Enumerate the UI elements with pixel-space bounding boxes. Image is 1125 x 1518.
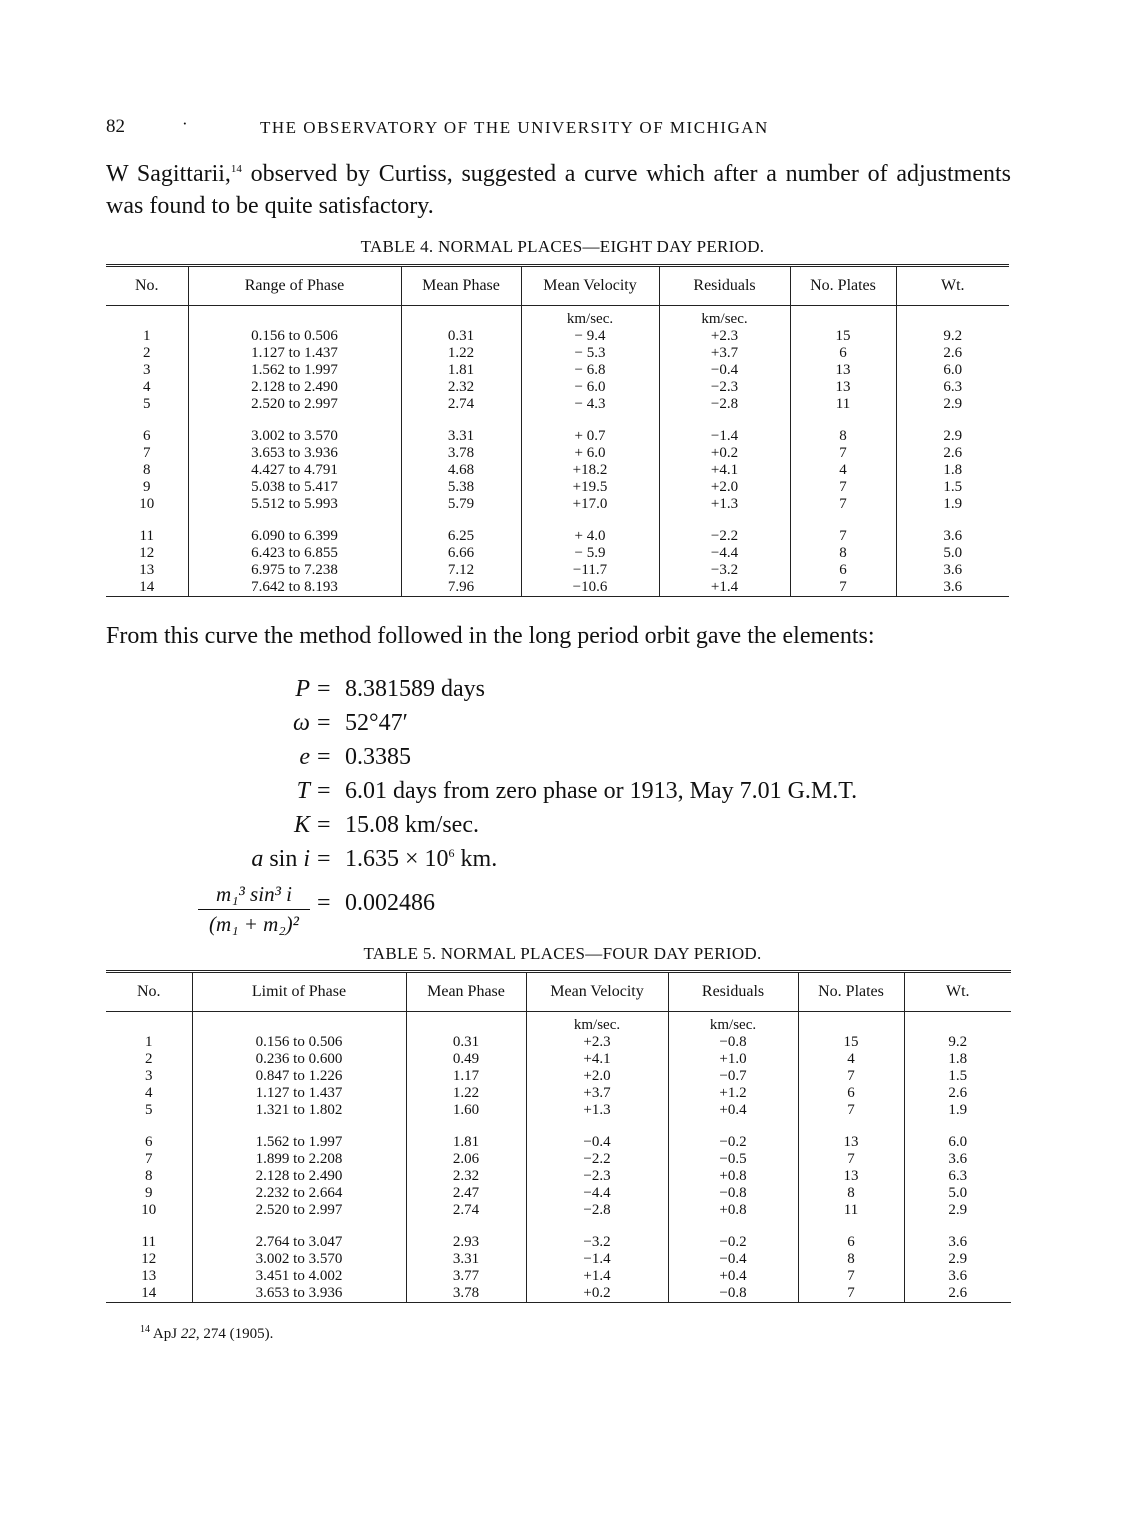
residuals: −0.8 +1.0 −0.7 +1.2 +0.4: [668, 1034, 798, 1119]
plates: 15 4 7 6 7: [798, 1034, 904, 1119]
table4-row-group: [106, 413, 1009, 513]
elements-intro-paragraph: From this curve the method followed in the long period orbit gave the elements:: [106, 623, 875, 649]
table4-row-group: [106, 513, 1009, 597]
row-numbers: 11 12 13 14: [139, 528, 155, 595]
intro-text-after: observed by Curtiss, suggested a curve which after a number of adjustments was found to be quite satisfactory.: [106, 161, 1011, 219]
phase-limit: 0.156 to 0.506 0.236 to 0.600 0.847 to 1.226 1.127 to 1.437 1.321 to 1.802: [192, 1034, 406, 1119]
mean-phase: 6.25 6.66 7.12 7.96: [401, 513, 521, 597]
element-periastron-time: [140, 778, 960, 812]
intro-text-before: W Sagittarii,: [106, 161, 231, 187]
table5: [106, 970, 1011, 1303]
element-value: 52°47′: [345, 710, 408, 736]
header-dot: ·: [182, 114, 190, 133]
equals-sign: =: [317, 676, 331, 702]
element-value: 0.3385: [345, 744, 411, 770]
row-numbers: 1 2 3 4 5: [145, 1034, 153, 1118]
mean-phase: 1.81 2.06 2.32 2.47 2.74: [406, 1119, 526, 1219]
mean-velocity: +2.3 +4.1 +2.0 +3.7 +1.3: [526, 1034, 668, 1119]
table5-caption: TABLE 5. NORMAL PLACES—FOUR DAY PERIOD.: [363, 944, 762, 963]
table4-caption: TABLE 4. NORMAL PLACES—EIGHT DAY PERIOD.: [360, 237, 765, 256]
weight: 2.9 2.6 1.8 1.5 1.9: [896, 413, 1009, 513]
row-numbers: 6 7 8 9 10: [141, 1134, 157, 1218]
element-symbol: P: [295, 676, 310, 702]
row-numbers: 6 7 8 9 10: [139, 428, 155, 512]
mean-phase: 0.31 0.49 1.17 1.22 1.60: [406, 1034, 526, 1119]
element-semi-amplitude: [140, 812, 960, 846]
table4: [106, 264, 1009, 597]
plates: 6 8 7 7: [798, 1219, 904, 1303]
table4-velocity-unit: km/sec.: [521, 306, 659, 329]
mean-velocity: −3.2 −1.4 +1.4 +0.2: [526, 1219, 668, 1303]
equals-sign: =: [317, 710, 331, 736]
equals-sign: =: [317, 846, 331, 872]
weight: 9.2 1.8 1.5 2.6 1.9: [904, 1034, 1011, 1119]
table5-header-no: No.: [106, 973, 192, 1012]
table5-header-residuals: Residuals: [668, 973, 798, 1012]
mean-phase: 0.31 1.22 1.81 2.32 2.74: [401, 328, 521, 413]
element-symbol: K: [293, 812, 310, 838]
weight: 9.2 2.6 6.0 6.3 2.9: [896, 328, 1009, 413]
element-symbol: a sin i: [251, 846, 310, 872]
element-eccentricity: [140, 744, 960, 778]
element-symbol: e: [299, 744, 310, 770]
table5-velocity-unit: km/sec.: [526, 1012, 668, 1035]
table4-header-residuals: Residuals: [659, 267, 790, 306]
table4-header-range: Range of Phase: [188, 267, 401, 306]
residuals: −1.4 +0.2 +4.1 +2.0 +1.3: [659, 413, 790, 513]
footnote-mark: 14: [140, 1324, 150, 1335]
table4-header-plates: No. Plates: [790, 267, 896, 306]
equals-sign: =: [317, 744, 331, 770]
footnote-rest: , 274 (1905).: [195, 1326, 274, 1342]
row-numbers: 11 12 13 14: [141, 1234, 157, 1301]
table4-header-wt: Wt.: [896, 267, 1009, 306]
table5-header-wt: Wt.: [904, 973, 1011, 1012]
plates: 7 8 6 7: [790, 513, 896, 597]
element-projected-axis: [140, 846, 960, 880]
mean-phase: 2.93 3.31 3.77 3.78: [406, 1219, 526, 1303]
table4-header-no: No.: [106, 267, 188, 306]
equals-sign: =: [317, 778, 331, 804]
element-value: 6.01 days from zero phase or 1913, May 7.01 G.M.T.: [345, 778, 858, 804]
phase-limit: 1.562 to 1.997 1.899 to 2.208 2.128 to 2.490 2.232 to 2.664 2.520 to 2.997: [192, 1119, 406, 1219]
equals-sign: =: [317, 812, 331, 838]
plates: 8 7 4 7 7: [790, 413, 896, 513]
element-value: 15.08 km/sec.: [345, 812, 479, 838]
plates: 13 7 13 8 11: [798, 1119, 904, 1219]
element-period: [140, 676, 960, 710]
footnote-volume: 22: [180, 1326, 196, 1342]
residuals: −0.2 −0.5 +0.8 −0.8 +0.8: [668, 1119, 798, 1219]
phase-range: 6.090 to 6.399 6.423 to 6.855 6.975 to 7.238 7.642 to 8.193: [188, 513, 401, 597]
phase-range: 3.002 to 3.570 3.653 to 3.936 4.427 to 4.791 5.038 to 5.417 5.512 to 5.993: [188, 413, 401, 513]
phase-range: 0.156 to 0.506 1.127 to 1.437 1.562 to 1.997 2.128 to 2.490 2.520 to 2.997: [188, 328, 401, 413]
residuals: −2.2 −4.4 −3.2 +1.4: [659, 513, 790, 597]
table5-header-plates: No. Plates: [798, 973, 904, 1012]
element-value: 8.381589 days: [345, 676, 485, 702]
running-title: THE OBSERVATORY OF THE UNIVERSITY OF MICHIGAN: [260, 118, 769, 137]
weight: 3.6 2.9 3.6 2.6: [904, 1219, 1011, 1303]
table5-header-mean-phase: Mean Phase: [406, 973, 526, 1012]
mean-velocity: − 9.4 − 5.3 − 6.8 − 6.0 − 4.3: [521, 328, 659, 413]
footnote-journal: ApJ: [150, 1326, 181, 1342]
fraction-numerator: m₁³ sin³ i: [198, 882, 310, 910]
table5-header-mean-velocity: Mean Velocity: [526, 973, 668, 1012]
mean-velocity: −0.4 −2.2 −2.3 −4.4 −2.8: [526, 1119, 668, 1219]
table5-row-group: [106, 1034, 1011, 1119]
residuals: −0.2 −0.4 +0.4 −0.8: [668, 1219, 798, 1303]
table4-residuals-unit: km/sec.: [659, 306, 790, 329]
table5-unit-row: [106, 1012, 1011, 1035]
mean-phase: 3.31 3.78 4.68 5.38 5.79: [401, 413, 521, 513]
mean-velocity: + 4.0 − 5.9 −11.7 −10.6: [521, 513, 659, 597]
table4-header-mean-phase: Mean Phase: [401, 267, 521, 306]
table5-row-group: [106, 1119, 1011, 1219]
element-symbol: T: [296, 778, 310, 804]
mass-function-value: 0.002486: [345, 890, 435, 916]
element-value: $1.635 \times 10^6$ km.: [345, 846, 498, 872]
element-omega: [140, 710, 960, 744]
equals-sign: =: [317, 890, 331, 916]
table4-row-group: [106, 328, 1009, 413]
mass-function: [140, 890, 960, 924]
fraction-denominator: (m₁ + m₂)²: [209, 912, 299, 936]
footnote-reference: 14: [230, 163, 242, 175]
running-head: [106, 116, 1006, 140]
mean-velocity: + 0.7 + 6.0 +18.2 +19.5 +17.0: [521, 413, 659, 513]
row-numbers: 1 2 3 4 5: [143, 328, 151, 412]
table4-unit-row: [106, 306, 1009, 329]
intro-paragraph: [106, 158, 1011, 222]
weight: 3.6 5.0 3.6 3.6: [896, 513, 1009, 597]
table4-header-mean-velocity: Mean Velocity: [521, 267, 659, 306]
page-number: 82: [106, 116, 125, 137]
table5-header-limit: Limit of Phase: [192, 973, 406, 1012]
plates: 15 6 13 13 11: [790, 328, 896, 413]
residuals: +2.3 +3.7 −0.4 −2.3 −2.8: [659, 328, 790, 413]
table5-row-group: [106, 1219, 1011, 1303]
table5-residuals-unit: km/sec.: [668, 1012, 798, 1035]
footnote: [140, 1326, 273, 1343]
weight: 6.0 3.6 6.3 5.0 2.9: [904, 1119, 1011, 1219]
element-symbol: ω: [293, 710, 310, 736]
phase-limit: 2.764 to 3.047 3.002 to 3.570 3.451 to 4.002 3.653 to 3.936: [192, 1219, 406, 1303]
